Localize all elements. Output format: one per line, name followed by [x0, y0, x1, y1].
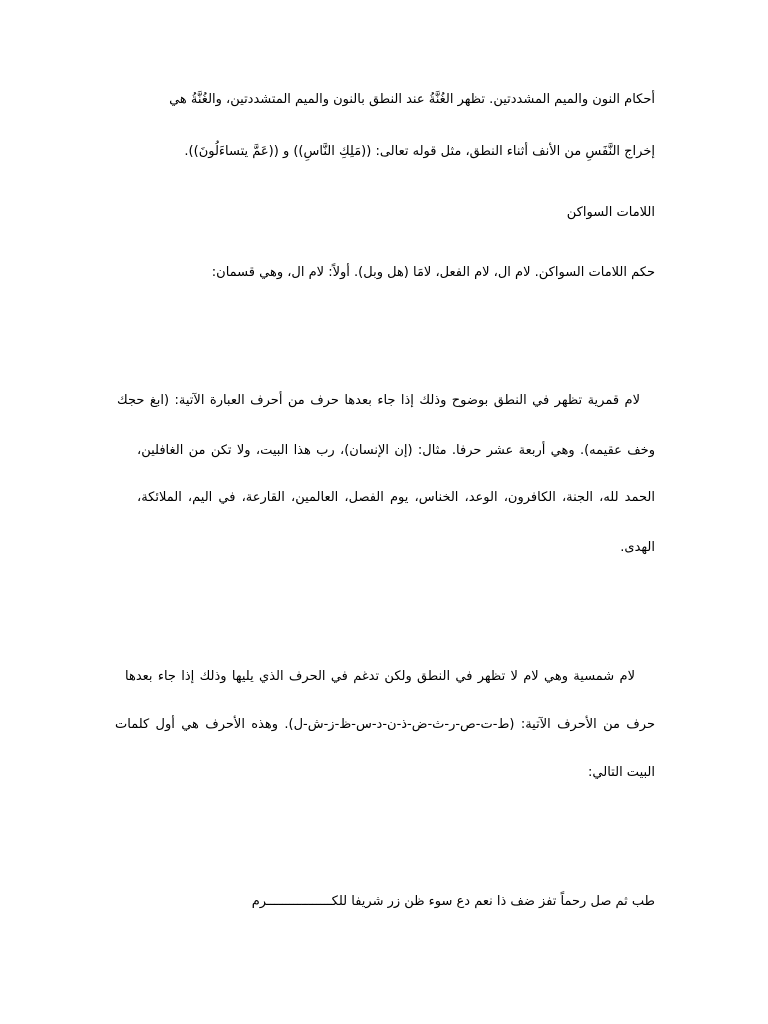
text-line: الحمد لله، الجنة، الكافرون، الوعد، الخناس، يوم الفصل، العالمين، القارعة، في اليم، الملائكة،	[137, 490, 655, 505]
section-heading: اللامات السواكن	[566, 205, 655, 220]
text-line: وخف عقيمه). وهي أربعة عشر حرفا. مثال: (إن الإنسان)، رب هذا البيت، ولا تكن من الغافلين،	[137, 443, 655, 458]
verse-line: طب ثم صل رحماً تفز ضف ذا نعم دع سوء ظن زر شريفا للكـــــــــــــــــرم	[251, 894, 655, 909]
text-line: لام قمرية تظهر في النطق بوضوح وذلك إذا جاء بعدها حرف من أحرف العبارة الآتية: (ابغ حجك	[117, 393, 640, 408]
text-line: حرف من الأحرف الآتية: (ط-ت-ص-ر-ث-ض-ذ-ن-د-س-ظ-ز-ش-ل). وهذه الأحرف هي أول كلمات	[115, 717, 655, 732]
text-line: لام شمسية وهي لام لا تظهر في النطق ولكن تدغم في الحرف الذي يليها وذلك إذا جاء بعدها	[125, 669, 635, 684]
rule-paragraph: حكم اللامات السواكن. لام ال، لام الفعل، لامَا (هل وبل). أولاً: لام ال، وهي قسمان:	[211, 265, 655, 280]
text-line: أحكام النون والميم المشددتين. تظهر الغُنَّةُ عند النطق بالنون والميم المتشددتين، والغُنَّةُ هي	[169, 92, 655, 107]
text-line: إخراج النَّفَسِ من الأنف أثناء النطق، مثل قوله تعالى: ((مَلِكِ النَّاسِ)) و ((عَمَّ يتساءَلُونَ)).	[184, 144, 655, 159]
text-line: البيت التالي:	[588, 765, 655, 780]
text-line: الهدى.	[620, 540, 655, 555]
